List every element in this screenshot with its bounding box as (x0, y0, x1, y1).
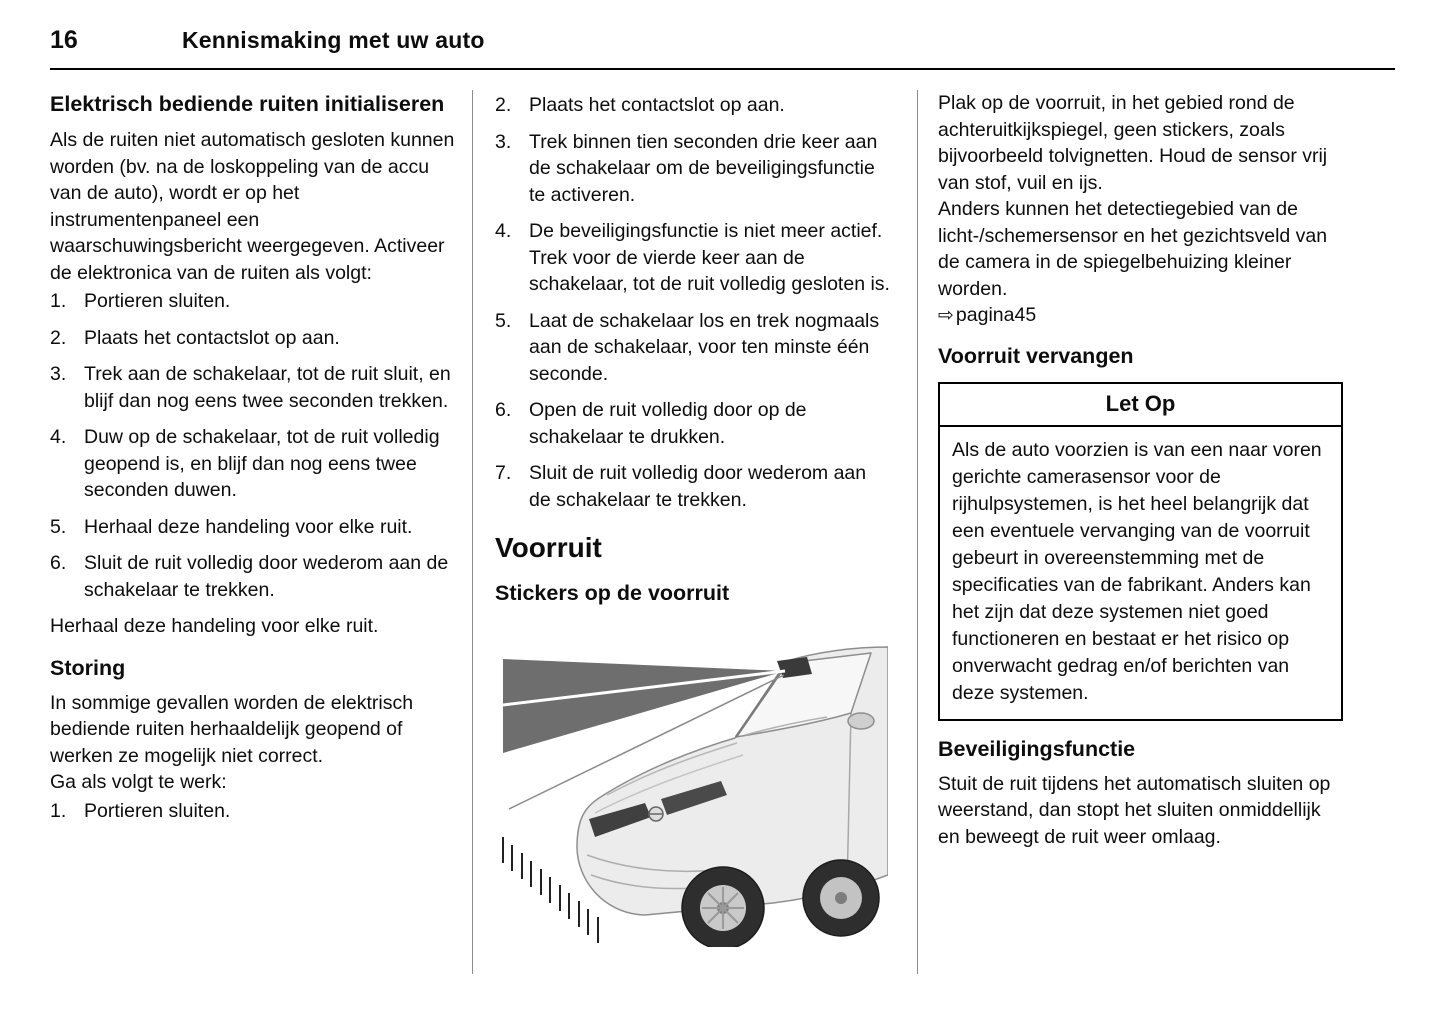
column-divider (917, 90, 918, 974)
paragraph: Plak op de voorruit, in het gebied rond de achteruitkijkspiegel, geen stickers, zoals bijvoorbeeld tolvignetten. Houd de sensor vrij van stof, vuil en ijs. (938, 92, 1328, 194)
content-columns (50, 90, 1395, 947)
list-text: Plaats het contactslot op aan. (529, 94, 785, 116)
caution-title: Let Op (940, 384, 1341, 427)
list-number: 4. (50, 426, 67, 448)
car-illustration-svg (495, 617, 888, 947)
list-item (495, 92, 890, 119)
list-text: De beveiligingsfunctie is niet meer actief. Trek voor de vierde keer aan de schakelaar, tot de ruit volledig gesloten is. (529, 220, 890, 295)
list-number: 3. (495, 130, 512, 153)
page-reference-link[interactable] (938, 302, 1343, 330)
list-item (495, 460, 890, 513)
subheading-storing: Storing (50, 655, 126, 680)
column-left (50, 90, 455, 947)
page-number: 16 (50, 26, 78, 54)
list-item (495, 129, 890, 209)
list-text: Trek aan de schakelaar, tot de ruit sluit, en blijf dan nog eens twee seconden trekken. (84, 363, 451, 412)
page-header (50, 26, 1395, 60)
list-item (50, 514, 455, 541)
header-rule (50, 68, 1395, 70)
paragraph: Stuit de ruit tijdens het automatisch sluiten op weerstand, dan stopt het sluiten onmiddellijk en beweegt de ruit weer omlaag. (938, 772, 1331, 848)
list-text: Portieren sluiten. (84, 799, 231, 822)
list-text: Open de ruit volledig door op de schakelaar te drukken. (529, 399, 807, 448)
paragraph: Herhaal deze handeling voor elke ruit. (50, 615, 379, 637)
subheading-stickers: Stickers op de voorruit (495, 581, 730, 605)
list-number: 2. (50, 326, 67, 349)
list-text: Portieren sluiten. (84, 290, 231, 312)
list-number: 1. (50, 799, 67, 822)
list-text: Laat de schakelaar los en trek nogmaals aan de schakelaar, voor ten minste één seconde. (529, 309, 880, 385)
column-right (938, 90, 1343, 947)
list-number: 1. (50, 290, 67, 312)
list-text: Plaats het contactslot op aan. (84, 326, 340, 349)
caution-body: Als de auto voorzien is van een naar voren gerichte camerasensor voor de rijhulpsystemen, is het heel belangrijk dat een eventuele vervanging van de voorruit gebeurt in overeenstemming met de specificaties van de fabrikant. Anders kan het zijn dat deze systemen niet goed functioneren en bestaat er het risico op onverwacht gedrag en/of berichten van deze systemen. (952, 438, 1322, 704)
section-heading-voorruit: Voorruit (495, 532, 602, 563)
column-divider (472, 90, 473, 974)
subheading-beveiligingsfunctie: Beveiligingsfunctie (938, 736, 1136, 761)
list-number: 3. (50, 363, 67, 385)
arrow-right-icon: ⇨ (938, 305, 954, 326)
page-ref-label: pagina45 (955, 304, 1037, 326)
list-item (50, 798, 455, 825)
windshield-sensor-illustration (495, 617, 888, 947)
list-item (50, 550, 455, 603)
paragraph: Ga als volgt te werk: (50, 771, 227, 793)
subheading-voorruit-vervangen: Voorruit vervangen (938, 343, 1134, 368)
list-item (50, 288, 455, 315)
list-number: 5. (50, 515, 67, 538)
list-text: Duw op de schakelaar, tot de ruit volledig geopend is, en blijf dan nog eens twee seconden duwen. (84, 426, 440, 501)
list-item (50, 361, 455, 414)
list-item (50, 424, 455, 504)
paragraph: Anders kunnen het detectiegebied van de licht-/schemersensor en het gezichtsveld van de camera in de spiegelbehuizing kleiner worden. (938, 198, 1328, 300)
caution-box (938, 382, 1343, 721)
list-item (495, 397, 890, 450)
list-text: Herhaal deze handeling voor elke ruit. (84, 515, 413, 538)
list-number: 6. (50, 552, 67, 574)
list-number: 5. (495, 309, 512, 332)
numbered-list (495, 92, 890, 513)
list-text: Sluit de ruit volledig door wederom aan de schakelaar te trekken. (529, 462, 867, 511)
list-item (495, 218, 890, 298)
chapter-title: Kennismaking met uw auto (182, 27, 485, 53)
paragraph: In sommige gevallen worden de elektrisch bediende ruiten herhaaldelijk geopend of werken ze mogelijk niet correct. (50, 691, 414, 767)
numbered-list (50, 288, 455, 603)
list-number: 7. (495, 462, 512, 484)
list-text: Sluit de ruit volledig door wederom aan de schakelaar te trekken. (84, 552, 449, 601)
list-number: 2. (495, 94, 512, 116)
list-text: Trek binnen tien seconden drie keer aan de schakelaar om de beveiligingsfunctie te activeren. (529, 130, 878, 206)
section-heading-window-init: Elektrisch bediende ruiten initialiseren (50, 92, 445, 116)
column-middle (495, 90, 890, 947)
numbered-list (50, 798, 455, 825)
list-number: 6. (495, 399, 512, 421)
list-item (495, 308, 890, 388)
list-item (50, 325, 455, 352)
paragraph: Als de ruiten niet automatisch gesloten kunnen worden (bv. na de loskoppeling van de accu van de auto), wordt er op het instrumentenpaneel een waarschuwingsbericht weergegeven. Activeer de elektronica van de ruiten als volgt: (50, 129, 455, 284)
list-number: 4. (495, 220, 512, 242)
